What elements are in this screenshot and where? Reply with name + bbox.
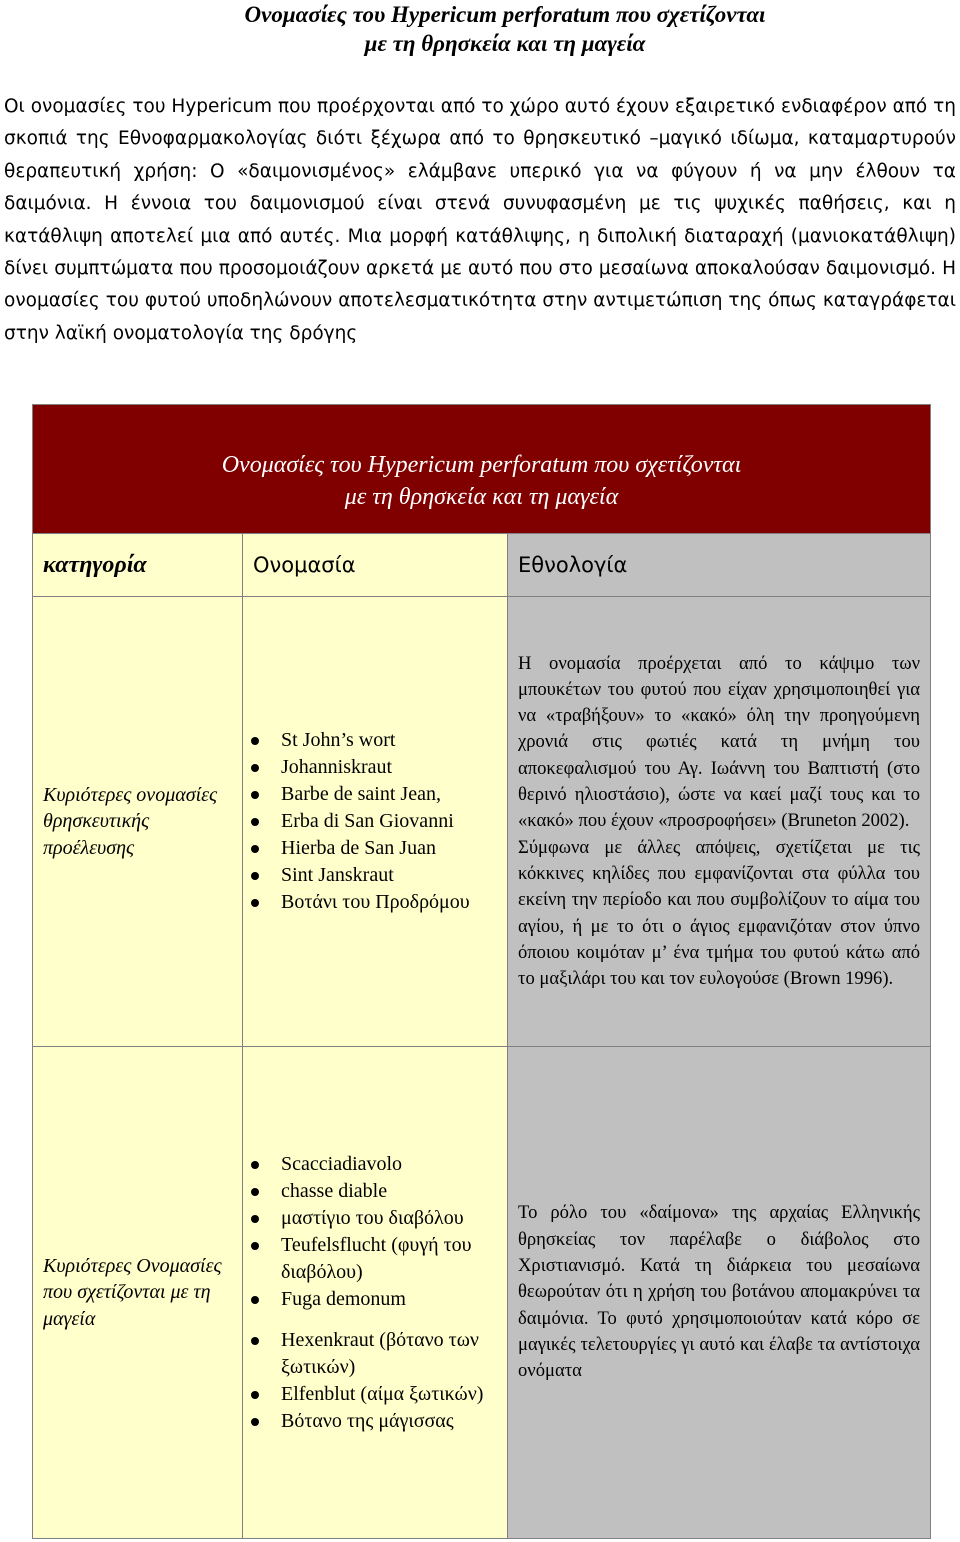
table-header-row: [33, 534, 931, 597]
table-banner-line-2: με τη θρησκεία και τη μαγεία: [344, 484, 619, 510]
ethnology-paragraph: Το ρόλο του «δαίμονα» της αρχαίας Ελληνικής θρησκείας τον παρέλαβε ο διάβολος στο Χριστιανισμό. Κατά τη διάρκεια του μεσαίωνα θεωρούταν ότι η χρήση του βοτάνου απομακρύνει τα δαιμόνια. Το φυτό χρησιμοποιούταν κατά κόρο σε μαγικές τελετουργίες γι αυτό και έλαβε τα αντίστοιχα ονόματα: [518, 1202, 920, 1382]
table-banner: [33, 405, 931, 534]
list-item: Elfenblut (αίμα ξωτικών): [281, 1381, 495, 1408]
ethnology-cell: [508, 1047, 931, 1539]
page-title-line-2: με τη θρησκεία και τη μαγεία: [364, 31, 646, 56]
page-title: [0, 0, 960, 58]
list-item: Sint Janskraut: [281, 862, 495, 889]
ethnology-paragraph: Η ονομασία προέρχεται από το κάψιμο των μπουκέτων του φυτού που είχαν χρησιμοποιηθεί για να «τραβήξουν» το «κακό» όλη την προηγούμενη χρονιά στις φωτιές κατά τη μνήμη του αποκεφαλισμού του Αγ. Ιωάννη του Βαπτιστή (στο θερινό ηλιοστάσιο), ώστε να καεί μαζί τους και το «κακό» που έχουν «προσροφήσει» (Bruneton 2002).: [518, 652, 920, 832]
list-item: Barbe de saint Jean,: [281, 781, 495, 808]
ethnology-paragraph: Σύμφωνα με άλλες απόψεις, σχετίζεται με τις κόκκινες κηλίδες που εμφανίζονται στα φύλλα του εκείνη την περίοδο και που συμβολίζουν το αίμα του αγίου, ή με το ότι ο άγιος εμφανιζόταν στον ύπνο όποιου κοιμόταν μ’ ένα τμήμα του φυτού κάτω από το μαξιλάρι του και τον ευλογούσε (Brown 1996).: [518, 836, 920, 990]
category-label: Κυριότερες Ονομασίες που σχετίζονται με τη μαγεία: [43, 1254, 222, 1330]
page-title-line-1: Ονομασίες του Hypericum perforatum που σχετίζονται: [244, 2, 766, 27]
names-list: [243, 727, 507, 916]
category-cell: [33, 597, 243, 1047]
header-ethnology: Εθνολογία: [508, 534, 931, 597]
header-category: κατηγορία: [33, 534, 243, 597]
list-item: Johanniskraut: [281, 754, 495, 781]
names-cell: [243, 1047, 508, 1539]
names-table: [32, 404, 931, 1539]
list-item: Fuga demonum: [281, 1286, 495, 1313]
list-item: chasse diable: [281, 1178, 495, 1205]
list-item: Βότανο της μάγισσας: [281, 1408, 495, 1435]
list-item: St John’s wort: [281, 727, 495, 754]
list-item: Teufelsflucht (φυγή του διαβόλου): [281, 1232, 495, 1286]
list-item: Erba di San Giovanni: [281, 808, 495, 835]
table-row: [33, 597, 931, 1047]
list-item: Hierba de San Juan: [281, 835, 495, 862]
list-item: μαστίγιο του διαβόλου: [281, 1205, 495, 1232]
names-cell: [243, 597, 508, 1047]
table-banner-line-1: Ονομασίες του Hypericum perforatum που σχετίζονται: [221, 452, 742, 478]
names-list: [243, 1151, 507, 1435]
list-item: Scacciadiavolo: [281, 1151, 495, 1178]
category-label: Κυριότερες ονομασίες θρησκευτικής προέλευσης: [43, 783, 218, 859]
intro-paragraph: Οι ονομασίες του Hypericum που προέρχονται από το χώρο αυτό έχουν εξαιρετικό ενδιαφέρον από τη σκοπιά της Εθνοφαρμακολογίας διότι ξέχωρα από το θρησκευτικό –μαγικό ιδίωμα, καταμαρτυρούν θεραπευτική χρήση: Ο «δαιμονισμένος» ελάμβανε υπερικό για να φύγουν ή να μην έλθουν τα δαιμόνια. Η έννοια του δαιμονισμού είναι στενά συνυφασμένη με τις ψυχικές παθήσεις, και η κατάθλιψη αποτελεί μια από αυτές. Μια μορφή κατάθλιψης, η διπολική διαταραχή (μανιοκατάθλιψη) δίνει συμπτώματα που προσομοιάζουν αρκετά με αυτό που στο μεσαίωνα αποκαλούσαν δαιμονισμό. Η ονομασίες του φυτού υποδηλώνουν αποτελεσματικότητα στην αντιμετώπιση της όπως καταγράφεται στην λαϊκή ονοματολογία της δρόγης: [4, 96, 956, 344]
header-name: Ονομασία: [243, 534, 508, 597]
table-row: [33, 1047, 931, 1539]
list-item: Βοτάνι του Προδρόμου: [281, 889, 495, 916]
category-cell: [33, 1047, 243, 1539]
ethnology-cell: [508, 597, 931, 1047]
list-item: Hexenkraut (βότανο των ξωτικών): [281, 1327, 495, 1381]
